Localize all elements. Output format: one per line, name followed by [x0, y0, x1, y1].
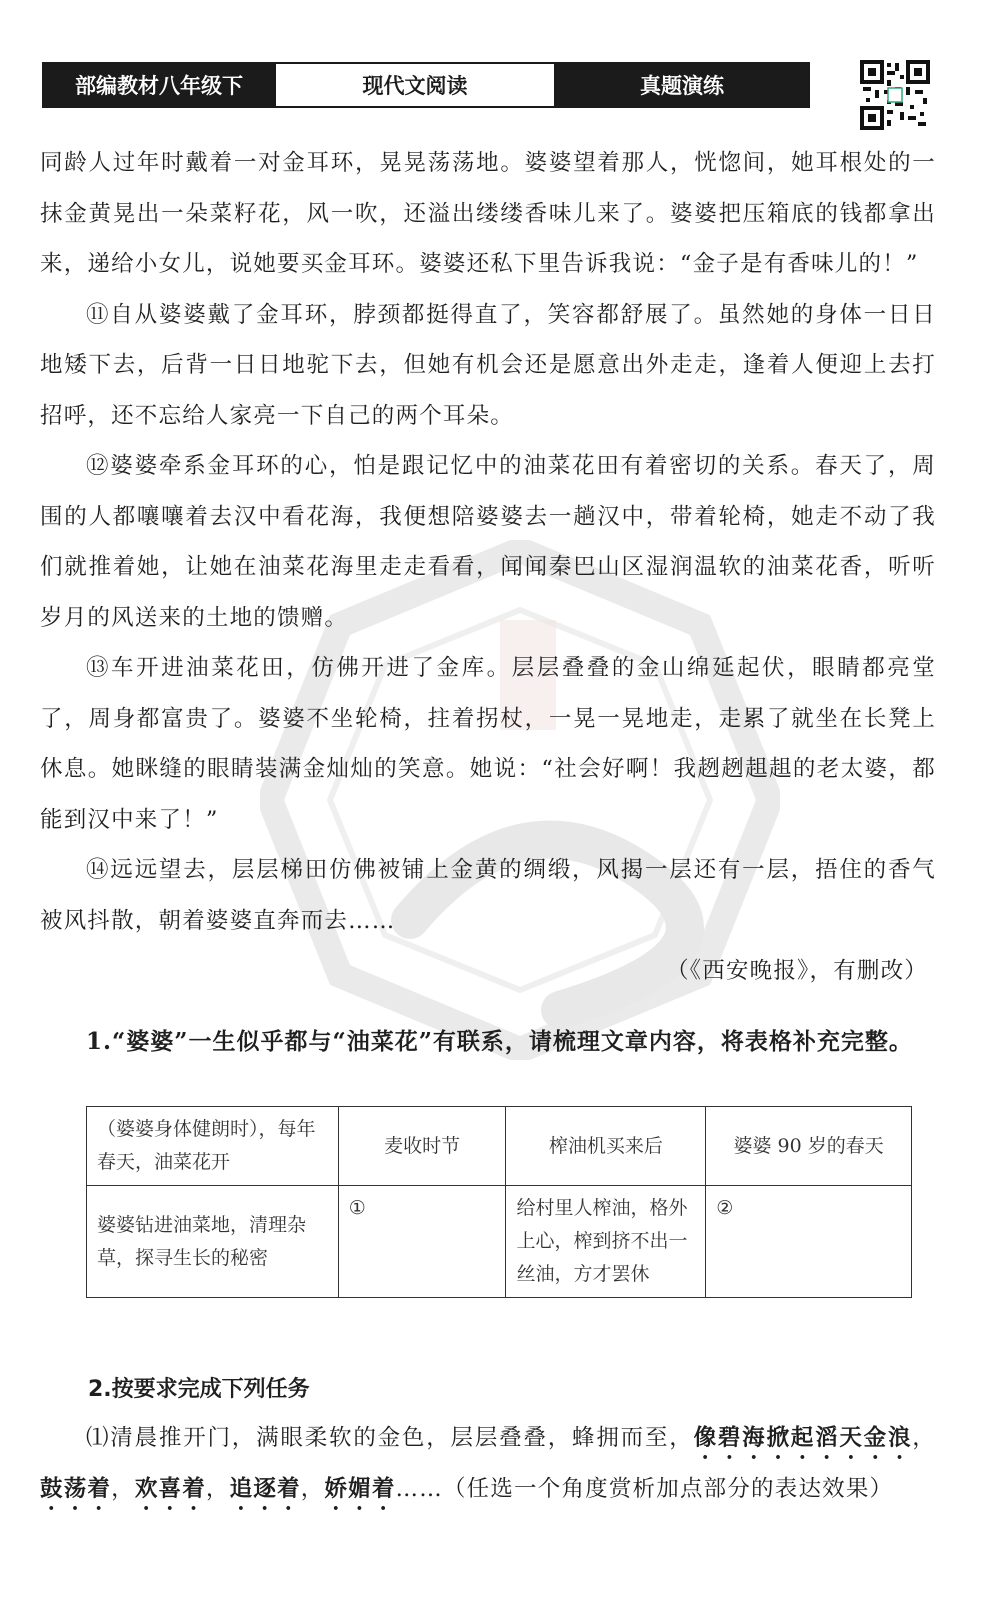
paragraph-10-tail: 同龄人过年时戴着一对金耳环，晃晃荡荡地。婆婆望着那人，恍惚间，她耳根处的一抹金黄晃出一朵菜籽花，风一吹，还溢出缕缕香味儿来了。婆婆把压箱底的钱都拿出来，递给小女儿，说她要买金耳环。婆婆还私下里告诉我说：“金子是有香味儿的！” — [40, 150, 936, 277]
emphasis-phrase: 娇媚着 — [324, 1476, 396, 1502]
table-header-cell: 麦收时节 — [338, 1107, 506, 1186]
item-suffix: ……（任选一个角度赏析加点部分的表达效果） — [395, 1476, 894, 1502]
emphasis-phrase: 像碧海掀起滔天金浪 — [693, 1425, 913, 1451]
emphasis-phrase: 欢喜着 — [134, 1476, 206, 1502]
qr-code-icon — [860, 60, 930, 130]
table-header-cell: 榨油机买来后 — [506, 1107, 706, 1186]
paragraph-14: ⑭远远望去，层层梯田仿佛被铺上金黄的绸缎，风揭一层还有一层，捂住的香气被风抖散，朝着婆婆直奔而去…… — [40, 857, 936, 934]
article-body — [40, 138, 936, 997]
header-topic: 现代文阅读 — [274, 64, 556, 106]
emphasis-phrase: 鼓荡着 — [40, 1476, 112, 1502]
table-header-cell: 婆婆 90 岁的春天 — [706, 1107, 912, 1186]
table-cell: 给村里人榨油，格外上心，榨到挤不出一丝油，方才罢休 — [506, 1186, 706, 1298]
separator: ， — [300, 1476, 325, 1502]
table-blank-2[interactable]: ② — [706, 1186, 912, 1298]
emphasis-phrase: 追逐着 — [229, 1476, 301, 1502]
separator: ， — [111, 1476, 135, 1502]
separator: ， — [912, 1425, 936, 1451]
table-cell: 婆婆钻进油菜地，清理杂草，探寻生长的秘密 — [87, 1186, 339, 1298]
table-row — [87, 1186, 912, 1298]
question-1 — [40, 1018, 936, 1066]
question-1-text: 1.“婆婆”一生似乎都与“油菜花”有联系，请梳理文章内容，将表格补充完整。 — [86, 1028, 913, 1055]
answer-table — [86, 1106, 912, 1298]
separator: ， — [205, 1476, 230, 1502]
question-2-item-1 — [40, 1413, 936, 1515]
table-header-row — [87, 1107, 912, 1186]
table-header-cell: （婆婆身体健朗时），每年春天，油菜花开 — [87, 1107, 339, 1186]
header-section: 真题演练 — [556, 64, 808, 106]
paragraph-12: ⑫婆婆牵系金耳环的心，怕是跟记忆中的油菜花田有着密切的关系。春天了，周围的人都嚷嚷着去汉中看花海，我便想陪婆婆去一趟汉中，带着轮椅，她走不动了我们就推着她，让她在油菜花海里走走看看，闻闻秦巴山区湿润温软的油菜花香，听听岁月的风送来的土地的馈赠。 — [40, 453, 936, 631]
header-bar — [42, 62, 810, 108]
source-citation: （《西安晚报》，有删改） — [666, 958, 928, 984]
paragraph-13: ⑬车开进油菜花田，仿佛开进了金库。层层叠叠的金山绵延起伏，眼睛都亮堂了，周身都富贵了。婆婆不坐轮椅，拄着拐杖，一晃一晃地走，走累了就坐在长凳上休息。她眯缝的眼睛装满金灿灿的笑意。她说：“社会好啊！我趔趔趄趄的老太婆，都能到汉中来了！” — [40, 655, 936, 833]
question-2-title: 2.按要求完成下列任务 — [88, 1377, 310, 1402]
paragraph-11: ⑪自从婆婆戴了金耳环，脖颈都挺得直了，笑容都舒展了。虽然她的身体一日日地矮下去，后背一日日地驼下去，但她有机会还是愿意出外走走，逢着人便迎上去打招呼，还不忘给人家亮一下自己的两个耳朵。 — [40, 301, 936, 429]
item-prefix: ⑴清晨推开门，满眼柔软的金色，层层叠叠，蜂拥而至， — [86, 1425, 694, 1451]
header-grade: 部编教材八年级下 — [44, 64, 274, 106]
table-blank-1[interactable]: ① — [338, 1186, 506, 1298]
question-2-body — [40, 1413, 936, 1515]
